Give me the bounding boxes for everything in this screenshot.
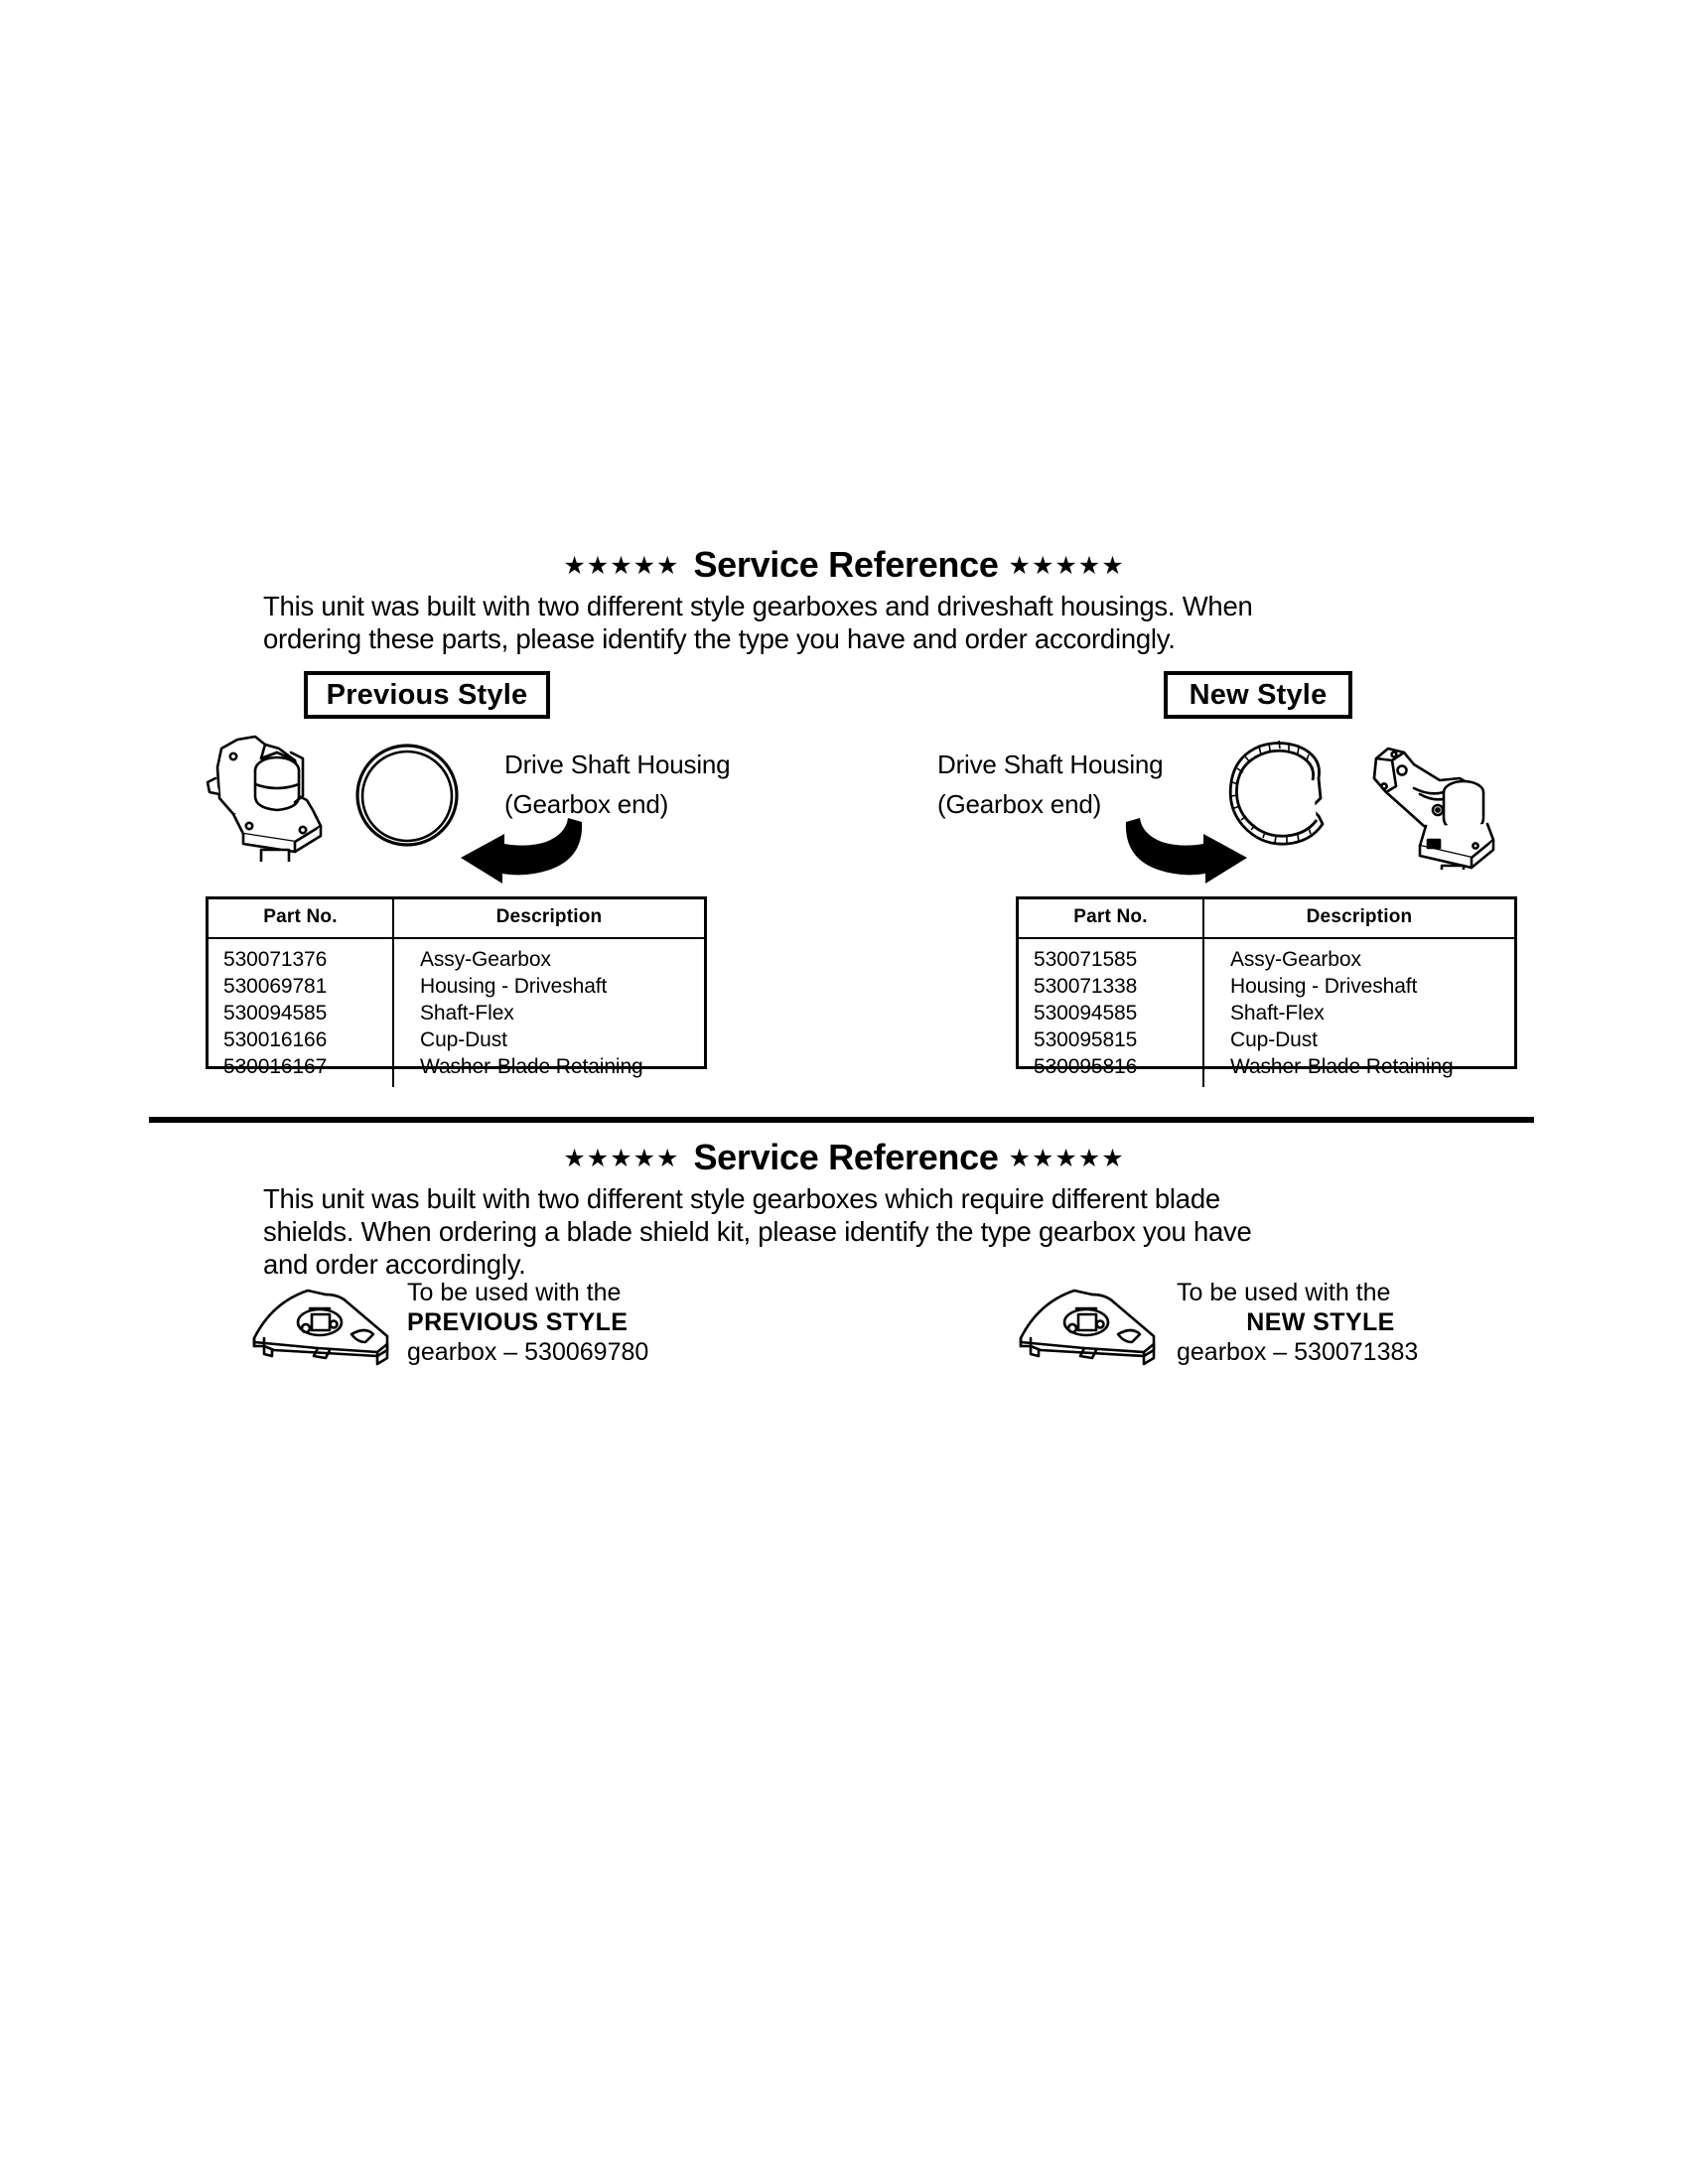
table-row (1019, 938, 1514, 973)
cell-part-no: 530095815 (1019, 1026, 1203, 1053)
cell-description: Washer-Blade Retaining (420, 1055, 643, 1078)
cell-part-no: 530069781 (209, 973, 393, 1000)
cell-part-no: 530094585 (209, 1000, 393, 1026)
table-row (1019, 1000, 1514, 1026)
section2-body-line1: This unit was built with two different style gearboxes which require different blade (263, 1183, 1220, 1214)
table-header-row (209, 899, 704, 938)
previous-style-badge (304, 671, 550, 719)
section2-body-line2: shields. When ordering a blade shield kit, please identify the type gearbox you have (263, 1216, 1252, 1247)
cell-description: Assy-Gearbox (420, 948, 551, 971)
previous-housing-ring-illustration (352, 741, 462, 850)
cell-part-no: 530071376 (209, 938, 393, 973)
header-part-no: Part No. (1019, 899, 1203, 938)
previous-shield-caption (407, 1278, 648, 1367)
previous-callout (504, 745, 730, 824)
section-divider (149, 1117, 1534, 1123)
header-part-no: Part No. (209, 899, 393, 938)
section1-body-line2: ordering these parts, please identify the type you have and order accordingly. (263, 623, 1176, 654)
title-stars-right: ★★★★★ (1008, 1143, 1125, 1172)
cell-part-no: 530071585 (1019, 938, 1203, 973)
cell-description: Shaft-Flex (420, 1002, 514, 1024)
title-text: Service Reference (693, 544, 999, 585)
shield-caption-style: PREVIOUS STYLE (407, 1308, 629, 1336)
cell-part-no: 530071338 (1019, 973, 1203, 1000)
cell-description: Shaft-Flex (1230, 1002, 1325, 1024)
table-row (1019, 1026, 1514, 1053)
table-row (209, 1000, 704, 1026)
cell-part-no: 530095816 (1019, 1053, 1203, 1087)
table-row (209, 938, 704, 973)
previous-assembly-arrow (447, 814, 586, 884)
new-callout-line2: (Gearbox end) (937, 789, 1102, 819)
cell-part-no: 530016166 (209, 1026, 393, 1053)
cell-description: Housing - Driveshaft (420, 975, 608, 998)
shield-caption-line1: To be used with the (1177, 1279, 1391, 1306)
new-blade-shield-illustration (1015, 1281, 1166, 1366)
table-row (1019, 973, 1514, 1000)
new-gearbox-illustration (1364, 731, 1499, 870)
title-text: Service Reference (693, 1137, 999, 1177)
cell-description: Washer-Blade Retaining (1230, 1055, 1454, 1078)
shield-caption-line1: To be used with the (407, 1279, 622, 1306)
previous-gearbox-illustration (204, 723, 333, 862)
cell-description: Cup-Dust (1230, 1028, 1318, 1051)
section2-body-line3: and order accordingly. (263, 1249, 526, 1280)
new-callout (937, 745, 1163, 824)
title-stars-left: ★★★★★ (563, 550, 680, 580)
new-style-badge (1164, 671, 1352, 719)
table-header-row (1019, 899, 1514, 938)
cell-part-no: 530094585 (1019, 1000, 1203, 1026)
section2-body (263, 1182, 1445, 1281)
title-stars-right: ★★★★★ (1008, 550, 1125, 580)
new-callout-line1: Drive Shaft Housing (937, 750, 1164, 779)
table-row (1019, 1053, 1514, 1087)
new-parts-table (1016, 896, 1517, 1078)
section1-title (487, 544, 1201, 586)
cell-part-no: 530016167 (209, 1053, 393, 1087)
table-row (209, 1026, 704, 1053)
cell-description: Housing - Driveshaft (1230, 975, 1418, 998)
cell-description: Cup-Dust (420, 1028, 507, 1051)
section2-title (487, 1137, 1201, 1178)
new-shield-caption (1177, 1278, 1465, 1367)
previous-style-label: Previous Style (326, 678, 528, 711)
previous-callout-line1: Drive Shaft Housing (504, 750, 731, 779)
shield-caption-part: gearbox – 530069780 (407, 1338, 649, 1366)
title-stars-left: ★★★★★ (563, 1143, 680, 1172)
shield-caption-part: gearbox – 530071383 (1177, 1338, 1419, 1366)
new-style-label: New Style (1189, 678, 1328, 711)
header-description: Description (393, 899, 704, 938)
previous-blade-shield-illustration (248, 1281, 399, 1366)
previous-parts-table (206, 896, 707, 1078)
section1-body-line1: This unit was built with two different style gearboxes and driveshaft housings. When (263, 591, 1253, 621)
section1-body (263, 590, 1445, 655)
header-description: Description (1203, 899, 1514, 938)
previous-callout-line2: (Gearbox end) (504, 789, 669, 819)
table-row (209, 1053, 704, 1087)
shield-caption-style: NEW STYLE (1246, 1308, 1395, 1336)
table-row (209, 973, 704, 1000)
new-housing-ring-illustration (1223, 739, 1340, 852)
cell-description: Assy-Gearbox (1230, 948, 1361, 971)
